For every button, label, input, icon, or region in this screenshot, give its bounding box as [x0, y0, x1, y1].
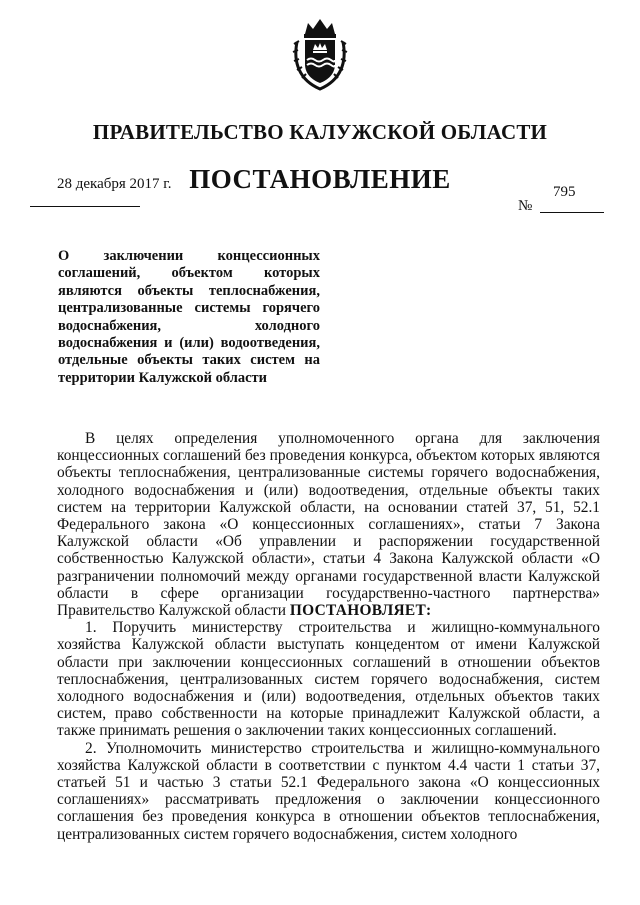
decree-keyword: ПОСТАНОВЛЯЕТ: [289, 602, 432, 620]
document-body [57, 430, 600, 843]
kaluga-coat-of-arms-icon [291, 14, 349, 92]
preamble-text: В целях определения уполномоченного органа для заключения концессионных соглашений без проведения конкурса, объектом которых являются объекты теплоснабжения, централизованные системы горячего водоснабжения, холодного водоснабжения и (или) водоотведения, отдельные объекты таких систем на территории Калужской области, на основании статей 37, 51, 52.1 Федерального закона «О концессионных соглашениях», статьи 7 Закона Калужской области «Об управлении и распоряжении государственной собственностью Калужской области», статьи 4 Закона Калужской области «О разграничении полномочий между органами государственной власти Калужской области в сфере организации государственно-частного партнерства» Правительство Калужской области [57, 430, 600, 620]
item-2-paragraph: 2. Уполномочить министерство строительства и жилищно-коммунального хозяйства Калужской области в соответствии с пунктом 4.4 части 1 статьи 37, статьей 51 и частью 3 статьи 52.1 Федерального закона «О концессионных соглашениях» рассматривать предложения о заключении концессионного соглашения без проведения конкурса в отношении объектов теплоснабжения, централизованных систем горячего водоснабжения, систем холодного [57, 739, 600, 843]
document-date: 28 декабря 2017 г. [57, 176, 172, 192]
date-underline [30, 206, 140, 207]
number-underline [540, 212, 604, 213]
document-subject: О заключении концессионных соглашений, объектом которых являются объекты теплоснабжения, централизованные системы горячего водоснабжения, холодного водоснабжения и (или) водоотведения, отдельные объекты таких систем на территории Калужской области [58, 248, 320, 386]
item-1-paragraph: 1. Поручить министерству строительства и жилищно-коммунального хозяйства Калужской области выступать концедентом от имени Калужской области при заключении концессионных соглашений в отношении объектов теплоснабжения, централизованных систем горячего водоснабжения, систем холодного водоснабжения и (или) водоотведения, отдельных объектов таких систем, право собственности на которые принадлежит Калужской области, а также принимать решения о заключении таких концессионных соглашений. [57, 619, 600, 740]
document-number: 795 [553, 184, 576, 200]
preamble-paragraph [57, 430, 600, 619]
number-sign: № [518, 198, 533, 214]
organization-title: ПРАВИТЕЛЬСТВО КАЛУЖСКОЙ ОБЛАСТИ [92, 120, 548, 144]
document-type: ПОСТАНОВЛЕНИЕ [189, 164, 451, 194]
